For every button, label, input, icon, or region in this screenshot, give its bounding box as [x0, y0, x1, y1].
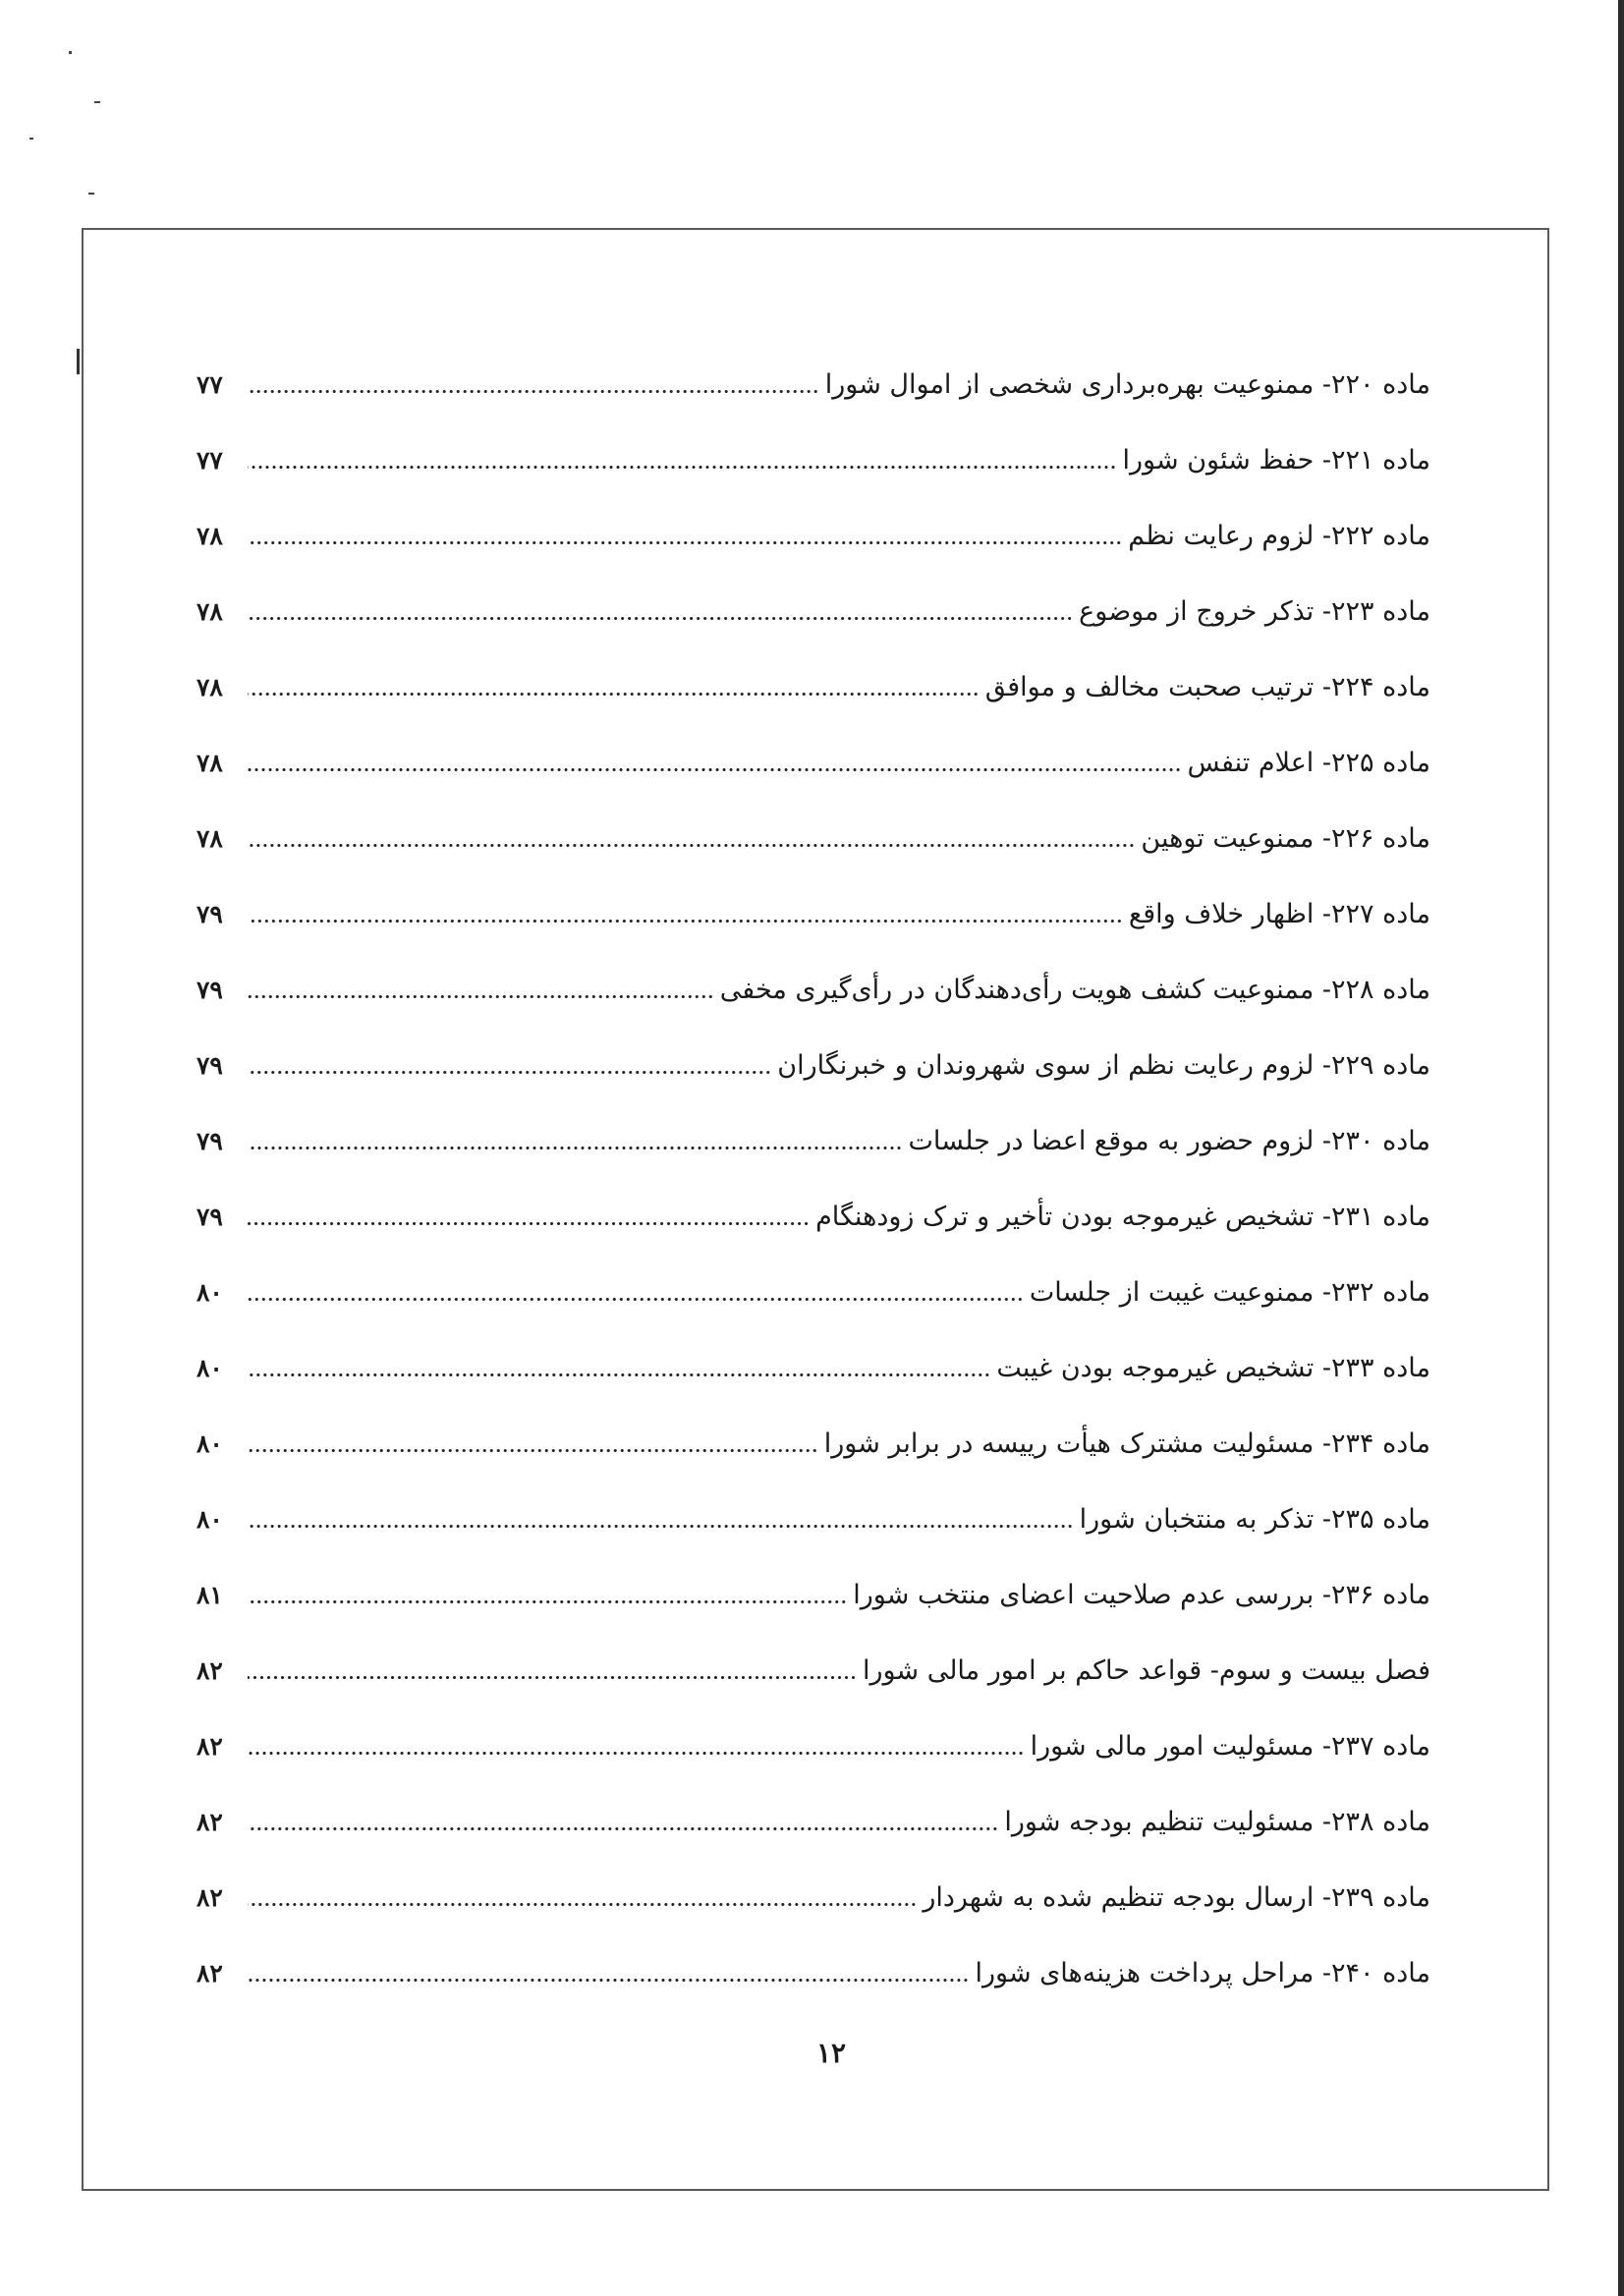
toc-entry-title: ماده ۲۲۲- لزوم رعایت نظم: [1128, 521, 1430, 551]
dot-leader: [248, 1218, 810, 1228]
dot-leader: [248, 1596, 847, 1606]
toc-entry-page: ۸۰: [196, 1278, 223, 1307]
toc-entry-page: ۸۰: [196, 1429, 223, 1458]
toc-entry-page: ۸۱: [196, 1581, 223, 1609]
toc-entry[interactable]: [196, 1727, 1430, 1766]
toc-entry-title: ماده ۲۲۴- ترتیب صحبت مخالف و موافق: [984, 672, 1430, 702]
toc-entry-title: فصل بیست و سوم- قواعد حاکم بر امور مالی شورا: [863, 1655, 1430, 1686]
toc-entry-page: ۸۲: [196, 1656, 223, 1685]
toc-entry-title: ماده ۲۳۱- تشخیص غیرموجه بودن تأخیر و ترک زودهنگام: [815, 1202, 1430, 1232]
toc-entry[interactable]: [196, 1122, 1430, 1161]
toc-entry-page: ۷۹: [196, 976, 223, 1004]
dot-leader: [248, 1067, 771, 1077]
dot-leader: [248, 537, 1122, 547]
dot-leader: [248, 1445, 818, 1455]
scan-speck: [29, 138, 33, 140]
dot-leader: [248, 1823, 998, 1833]
dot-leader: [248, 916, 1123, 925]
toc-entry[interactable]: [196, 1425, 1430, 1464]
toc-entry[interactable]: [196, 971, 1430, 1010]
toc-entry[interactable]: [196, 1803, 1430, 1842]
toc-entry-title: ماده ۲۳۰- لزوم حضور به موقع اعضا در جلسات: [908, 1126, 1430, 1156]
dot-leader: [248, 1294, 1024, 1304]
toc-entry[interactable]: [196, 365, 1430, 405]
toc-entry-title: ماده ۲۳۳- تشخیص غیرموجه بودن غیبت: [996, 1353, 1430, 1383]
toc-chapter-entry[interactable]: [196, 1652, 1430, 1691]
toc-entry-title: ماده ۲۲۶- ممنوعیت توهین: [1141, 823, 1430, 854]
dot-leader: [248, 386, 819, 396]
dot-leader: [248, 1370, 990, 1379]
toc-entry[interactable]: [196, 1273, 1430, 1313]
toc-entry-page: ۷۸: [196, 597, 223, 626]
toc-entry[interactable]: [196, 517, 1430, 556]
scan-edge: [1618, 0, 1624, 2296]
toc-entry-page: ۷۸: [196, 749, 223, 777]
dot-leader: [248, 1143, 903, 1152]
toc-entry-page: ۷۷: [196, 370, 223, 399]
toc-entry[interactable]: [196, 1349, 1430, 1388]
toc-entry-page: ۸۲: [196, 1808, 223, 1836]
toc-entry[interactable]: [196, 441, 1430, 480]
toc-entry-page: ۷۹: [196, 1051, 223, 1080]
toc-entry-title: ماده ۲۲۰- ممنوعیت بهره‌برداری شخصی از اموال شورا: [824, 369, 1430, 400]
toc-entry-title: ماده ۲۳۶- بررسی عدم صلاحیت اعضای منتخب شورا: [853, 1580, 1430, 1610]
frame-mark: [77, 349, 80, 374]
toc-entry-page: ۸۰: [196, 1354, 223, 1382]
toc-entry-title: ماده ۲۳۲- ممنوعیت غیبت از جلسات: [1029, 1277, 1430, 1308]
toc-entry-page: ۸۲: [196, 1883, 223, 1912]
dot-leader: [248, 1748, 1025, 1758]
toc-entry-title: ماده ۲۲۳- تذکر خروج از موضوع: [1079, 596, 1430, 627]
dot-leader: [248, 1975, 969, 1985]
toc-entry-title: ماده ۲۲۸- ممنوعیت کشف هویت رأی‌دهندگان در رأی‌گیری مخفی: [719, 975, 1430, 1005]
toc-entry-page: ۷۷: [196, 446, 223, 475]
toc-entry[interactable]: [196, 668, 1430, 707]
toc-entry-page: ۷۸: [196, 673, 223, 701]
dot-leader: [248, 991, 714, 1001]
page-number: ۱۲: [815, 2037, 847, 2069]
toc-entry-title: ماده ۲۲۵- اعلام تنفس: [1187, 748, 1430, 778]
scan-speck: [94, 101, 100, 103]
dot-leader: [248, 689, 980, 699]
toc-entry-page: ۷۸: [196, 824, 223, 853]
dot-leader: [248, 613, 1073, 623]
toc-entry[interactable]: [196, 1576, 1430, 1615]
scan-speck: [69, 51, 72, 54]
toc-entry[interactable]: [196, 744, 1430, 783]
toc-entry-page: ۷۹: [196, 900, 223, 928]
dot-leader: [248, 840, 1135, 850]
toc-entry-page: ۷۹: [196, 1127, 223, 1155]
toc-entry[interactable]: [196, 1954, 1430, 1993]
toc-entry[interactable]: [196, 1046, 1430, 1086]
toc-entry-page: ۸۲: [196, 1732, 223, 1761]
toc-entry-title: ماده ۲۳۴- مسئولیت مشترک هیأت رییسه در برابر شورا: [823, 1428, 1430, 1459]
toc-entry[interactable]: [196, 895, 1430, 934]
toc-entry-title: ماده ۲۳۵- تذکر به منتخبان شورا: [1079, 1504, 1430, 1535]
toc-entry-page: ۷۹: [196, 1203, 223, 1231]
toc-entry-title: ماده ۲۳۹- ارسال بودجه تنظیم شده به شهردار: [923, 1882, 1430, 1913]
scan-speck: [88, 193, 94, 195]
toc-entry-page: ۸۰: [196, 1505, 223, 1534]
toc-entry-title: ماده ۲۲۱- حفظ شئون شورا: [1122, 445, 1430, 476]
toc-entry-page: ۸۲: [196, 1959, 223, 1988]
toc-entry[interactable]: [196, 1500, 1430, 1540]
dot-leader: [248, 764, 1182, 774]
toc-entry[interactable]: [196, 819, 1430, 859]
toc-entry-title: ماده ۲۳۸- مسئولیت تنظیم بودجه شورا: [1004, 1807, 1430, 1837]
dot-leader: [248, 1672, 857, 1682]
toc-entry-title: ماده ۲۳۷- مسئولیت امور مالی شورا: [1030, 1731, 1430, 1762]
dot-leader: [248, 1899, 917, 1909]
toc-entry-title: ماده ۲۲۹- لزوم رعایت نظم از سوی شهروندان و خبرنگاران: [777, 1050, 1430, 1081]
toc-entry[interactable]: [196, 1878, 1430, 1918]
table-of-contents: [196, 365, 1430, 1987]
dot-leader: [248, 1521, 1074, 1531]
toc-entry[interactable]: [196, 592, 1430, 632]
toc-entry[interactable]: [196, 1198, 1430, 1237]
toc-entry-page: ۷۸: [196, 522, 223, 550]
toc-entry-title: ماده ۲۲۷- اظهار خلاف واقع: [1128, 899, 1430, 929]
dot-leader: [248, 462, 1117, 472]
toc-entry-title: ماده ۲۴۰- مراحل پرداخت هزینه‌های شورا: [975, 1958, 1430, 1988]
